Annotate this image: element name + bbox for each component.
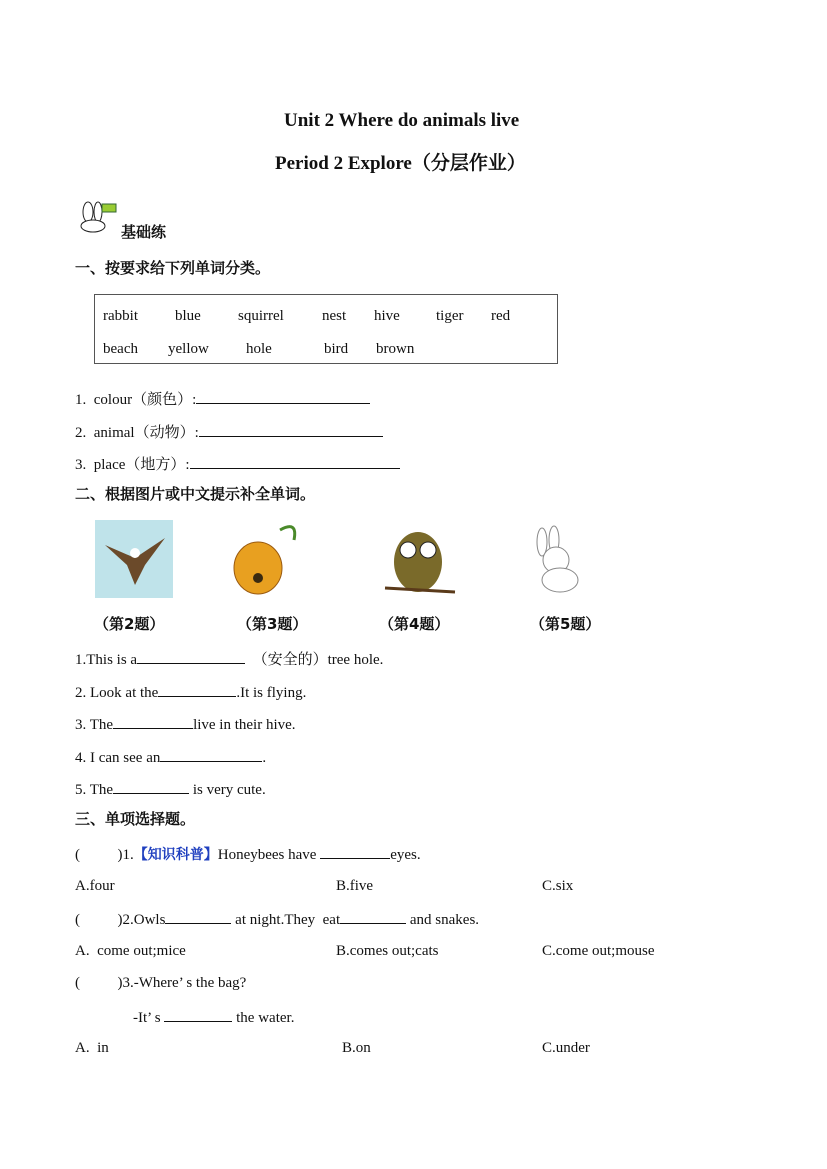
option-a[interactable]: A. come out;mice (75, 943, 186, 959)
item-text: 5. The (75, 782, 114, 798)
item-text: 3. The (75, 717, 114, 733)
question-2 (75, 909, 479, 929)
section1-heading: 一、按要求给下列单词分类。 (75, 259, 271, 277)
option-a[interactable]: A.four (75, 878, 115, 894)
rabbit-mascot-icon (76, 200, 118, 234)
word-bank-box (94, 294, 558, 364)
item-text: is very cute. (189, 782, 266, 798)
caption: （第3题） (237, 615, 308, 633)
answer-blank[interactable] (164, 1007, 232, 1022)
fill-item (75, 779, 266, 799)
question-text: the water. (232, 1010, 295, 1026)
caption: （第2题） (94, 615, 165, 633)
fill-item (75, 649, 383, 669)
option-c[interactable]: C.six (542, 878, 574, 894)
classify-item (75, 422, 383, 442)
word: hive (374, 308, 400, 324)
question-text: ( )2.Owls (75, 912, 166, 928)
answer-blank[interactable] (199, 422, 383, 437)
answer-blank[interactable] (320, 844, 390, 859)
answer-blank[interactable] (340, 909, 406, 924)
option-b[interactable]: B.five (336, 878, 374, 894)
level-label: 基础练 (121, 223, 167, 241)
question-number: ( )1. (75, 847, 134, 863)
answer-blank[interactable] (137, 649, 245, 664)
option-c[interactable]: C.under (542, 1040, 590, 1056)
item-label: 2. animal（动物）: (75, 425, 199, 441)
page-title: Unit 2 Where do animals live (284, 110, 520, 131)
item-text: .It is flying. (236, 685, 307, 701)
option-b[interactable]: B.comes out;cats (336, 943, 439, 959)
section2-heading: 二、根据图片或中文提示补全单词。 (75, 485, 316, 503)
answer-blank[interactable] (165, 909, 231, 924)
answer-blank[interactable] (158, 682, 236, 697)
question-text: and snakes. (406, 912, 480, 928)
item-text: live in their hive. (193, 717, 296, 733)
item-text: . (262, 750, 267, 766)
question-3-answer-line (133, 1007, 294, 1027)
question-text: Honeybees have (217, 847, 321, 863)
item-label: 3. place（地方）: (75, 457, 190, 473)
word: hole (246, 341, 272, 357)
owl-image (380, 520, 460, 598)
word: squirrel (238, 308, 284, 324)
question-1 (75, 844, 421, 864)
option-a[interactable]: A. in (75, 1040, 109, 1056)
answer-blank[interactable] (113, 779, 189, 794)
word: red (491, 308, 511, 324)
classify-item (75, 454, 400, 474)
caption: （第4题） (379, 615, 450, 633)
word: bird (324, 341, 349, 357)
answer-blank[interactable] (196, 389, 370, 404)
fill-item (75, 714, 296, 734)
item-text: 4. I can see an (75, 750, 161, 766)
caption: （第5题） (530, 615, 601, 633)
item-text: 1.This is a (75, 652, 138, 668)
item-text: （安全的）tree hole. (245, 652, 384, 668)
word: tiger (436, 308, 464, 324)
page-subtitle: Period 2 Explore（分层作业） (275, 153, 526, 174)
word: blue (175, 308, 201, 324)
eagle-image (95, 520, 175, 598)
question-text: eyes. (390, 847, 421, 863)
option-b[interactable]: B.on (342, 1040, 371, 1056)
answer-blank[interactable] (113, 714, 193, 729)
classify-item (75, 389, 370, 409)
beehive-image (228, 520, 308, 598)
word: rabbit (103, 308, 138, 324)
answer-blank[interactable] (190, 454, 400, 469)
knowledge-tag: 【知识科普】 (133, 847, 218, 863)
question-text: -It’ s (133, 1010, 165, 1026)
option-c[interactable]: C.come out;mouse (542, 943, 655, 959)
rabbit-image (520, 520, 600, 598)
fill-item (75, 682, 306, 702)
word: brown (376, 341, 415, 357)
question-text: at night.They eat (231, 912, 341, 928)
word: beach (103, 341, 138, 357)
answer-blank[interactable] (160, 747, 262, 762)
item-label: 1. colour（颜色）: (75, 392, 197, 408)
section3-heading: 三、单项选择题。 (75, 810, 196, 828)
item-text: 2. Look at the (75, 685, 159, 701)
word: yellow (168, 341, 209, 357)
fill-item (75, 747, 266, 767)
word: nest (322, 308, 347, 324)
question-3: ( )3.-Where’ s the bag? (75, 975, 247, 991)
